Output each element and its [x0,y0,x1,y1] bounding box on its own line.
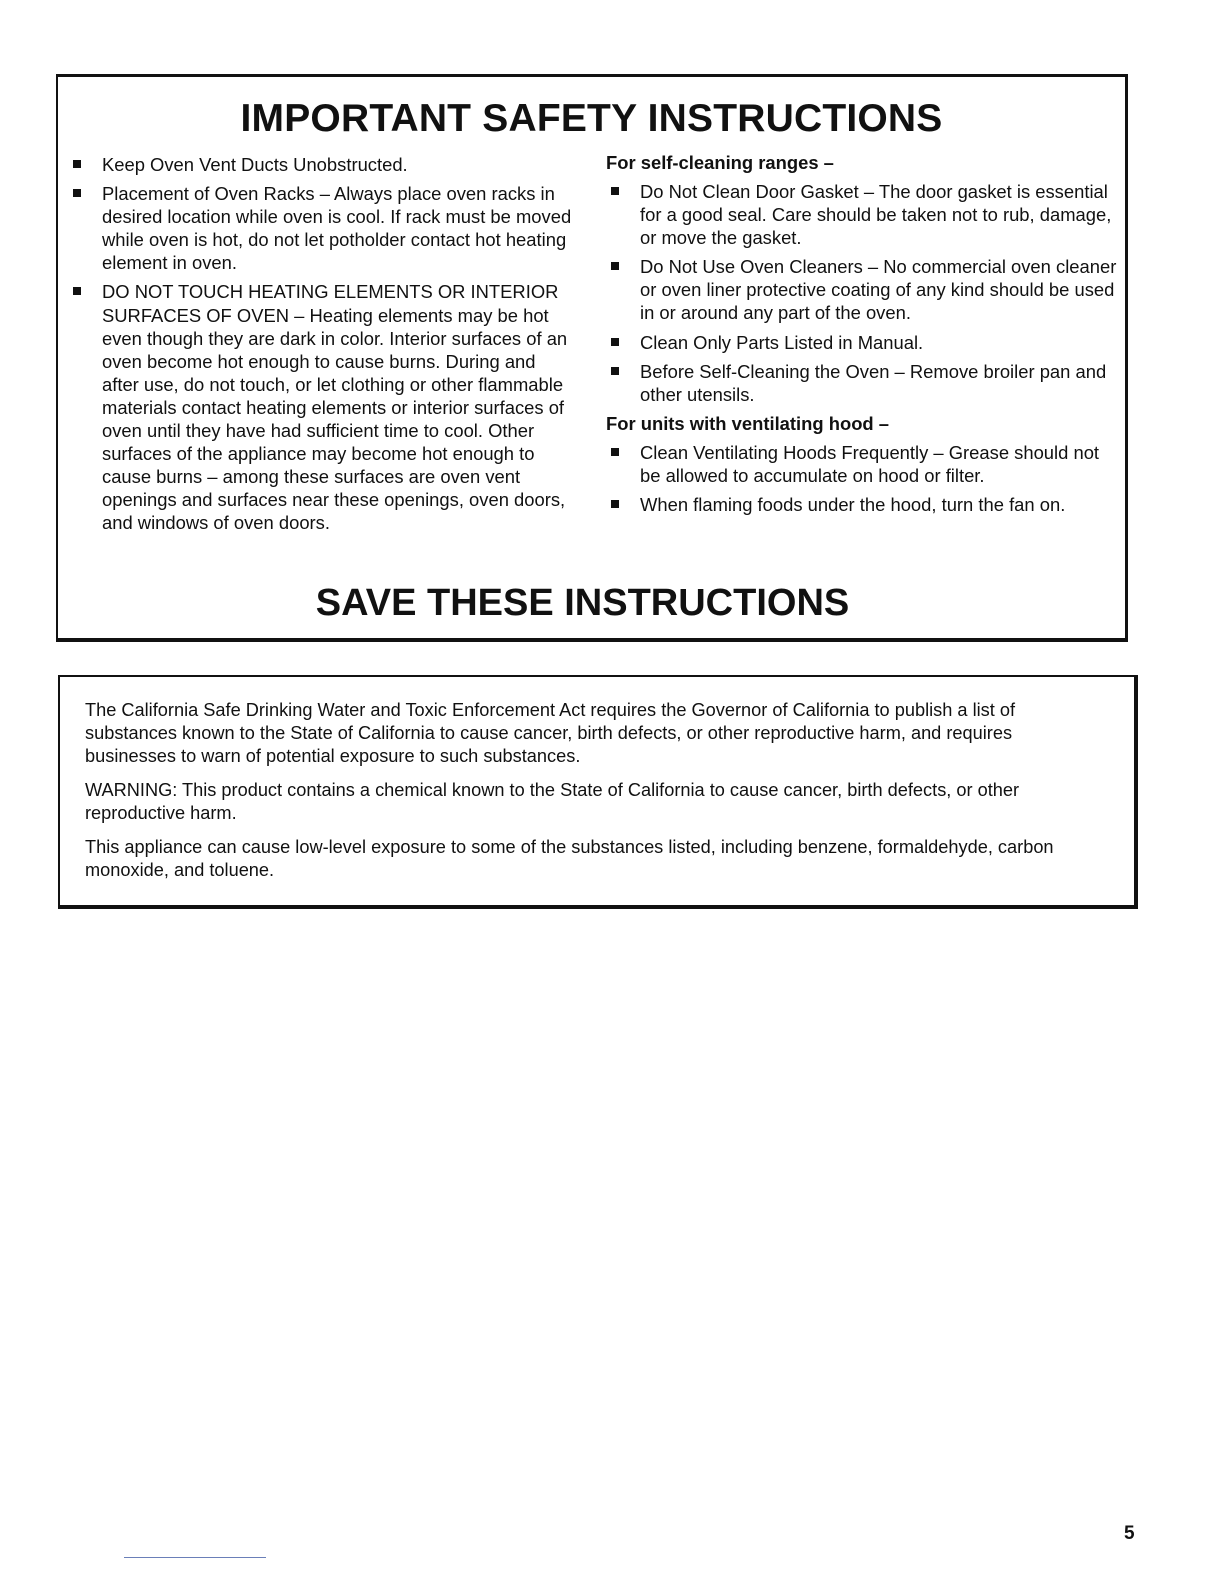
square-bullet-icon [611,338,619,346]
right-column [604,151,1124,522]
safety-title: IMPORTANT SAFETY INSTRUCTIONS [240,97,943,140]
list-item-text: Do Not Clean Door Gasket – The door gasket is essential for a good seal. Care should be taken not to rub, damage, or move the gasket. [640,181,1112,249]
list-item [604,441,1124,487]
square-bullet-icon [611,448,619,456]
self-cleaning-list [604,180,1124,406]
list-item [66,280,572,534]
list-item-text: Clean Only Parts Listed in Manual. [640,331,924,353]
save-instructions-title: SAVE THESE INSTRUCTIONS [315,582,850,624]
list-item-text: Keep Oven Vent Ducts Unobstructed. [102,154,408,175]
footer-rule [124,1557,266,1558]
square-bullet-icon [611,187,619,195]
ventilating-hood-list [604,441,1124,516]
list-item [66,182,572,274]
left-column [66,153,572,541]
california-act-paragraph: The California Safe Drinking Water and Toxic Enforcement Act requires the Governor of California to publish a list of substances known to the State of California to cause cancer, birth defects, or other reproductive harm, and requires businesses to warn of potential exposure to such substances. [85,700,1016,766]
list-item-text: DO NOT TOUCH HEATING ELEMENTS OR INTERIOR SURFACES OF OVEN – Heating elements may be hot even though they are dark in color. Interior surfaces of an oven become hot enough to cause burns. During and after use, do not touch, or let clothing or other flammable materials contact heating elements or interior surfaces of oven until they have had sufficient time to cool. Other surfaces of the appliance may become hot enough to cause burns – among these surfaces are oven vent openings and surfaces near these openings, oven doors, and windows of oven doors. [102,281,568,534]
list-item-text: Clean Ventilating Hoods Frequently – Grease should not be allowed to accumulate on hood or filter. [640,441,1100,486]
list-item [604,360,1124,406]
list-item [604,331,1124,354]
safety-instructions-box [56,74,1128,642]
list-item [604,493,1124,516]
square-bullet-icon [73,160,81,168]
square-bullet-icon [611,367,619,375]
square-bullet-icon [73,189,81,197]
list-item-text: Placement of Oven Racks – Always place oven racks in desired location while oven is cool. If rack must be moved while oven is hot, do not let potholder contact hot heating element in oven. [102,183,572,274]
list-item-text: Do Not Use Oven Cleaners – No commercial oven cleaner or oven liner protective coating of any kind should be used in or around any part of the oven. [640,256,1117,324]
list-item [66,153,572,176]
square-bullet-icon [73,287,81,295]
california-warning-paragraph: WARNING: This product contains a chemical known to the State of California to cause cancer, birth defects, or other reproductive harm. [85,780,1020,823]
exposure-paragraph: This appliance can cause low-level exposure to some of the substances listed, including benzene, formaldehyde, carbon monoxide, and toluene. [85,837,1054,880]
square-bullet-icon [611,262,619,270]
list-item-text: When flaming foods under the hood, turn the fan on. [640,494,1066,516]
ventilating-hood-heading: For units with ventilating hood – [606,412,889,434]
page-number: 5 [1124,1523,1135,1544]
list-item [604,180,1124,249]
california-warning-box [58,675,1138,909]
general-safety-list [66,153,572,535]
list-item [604,255,1124,324]
self-cleaning-heading: For self-cleaning ranges – [606,152,834,173]
square-bullet-icon [611,500,619,508]
list-item-text: Before Self-Cleaning the Oven – Remove broiler pan and other utensils. [640,360,1107,405]
